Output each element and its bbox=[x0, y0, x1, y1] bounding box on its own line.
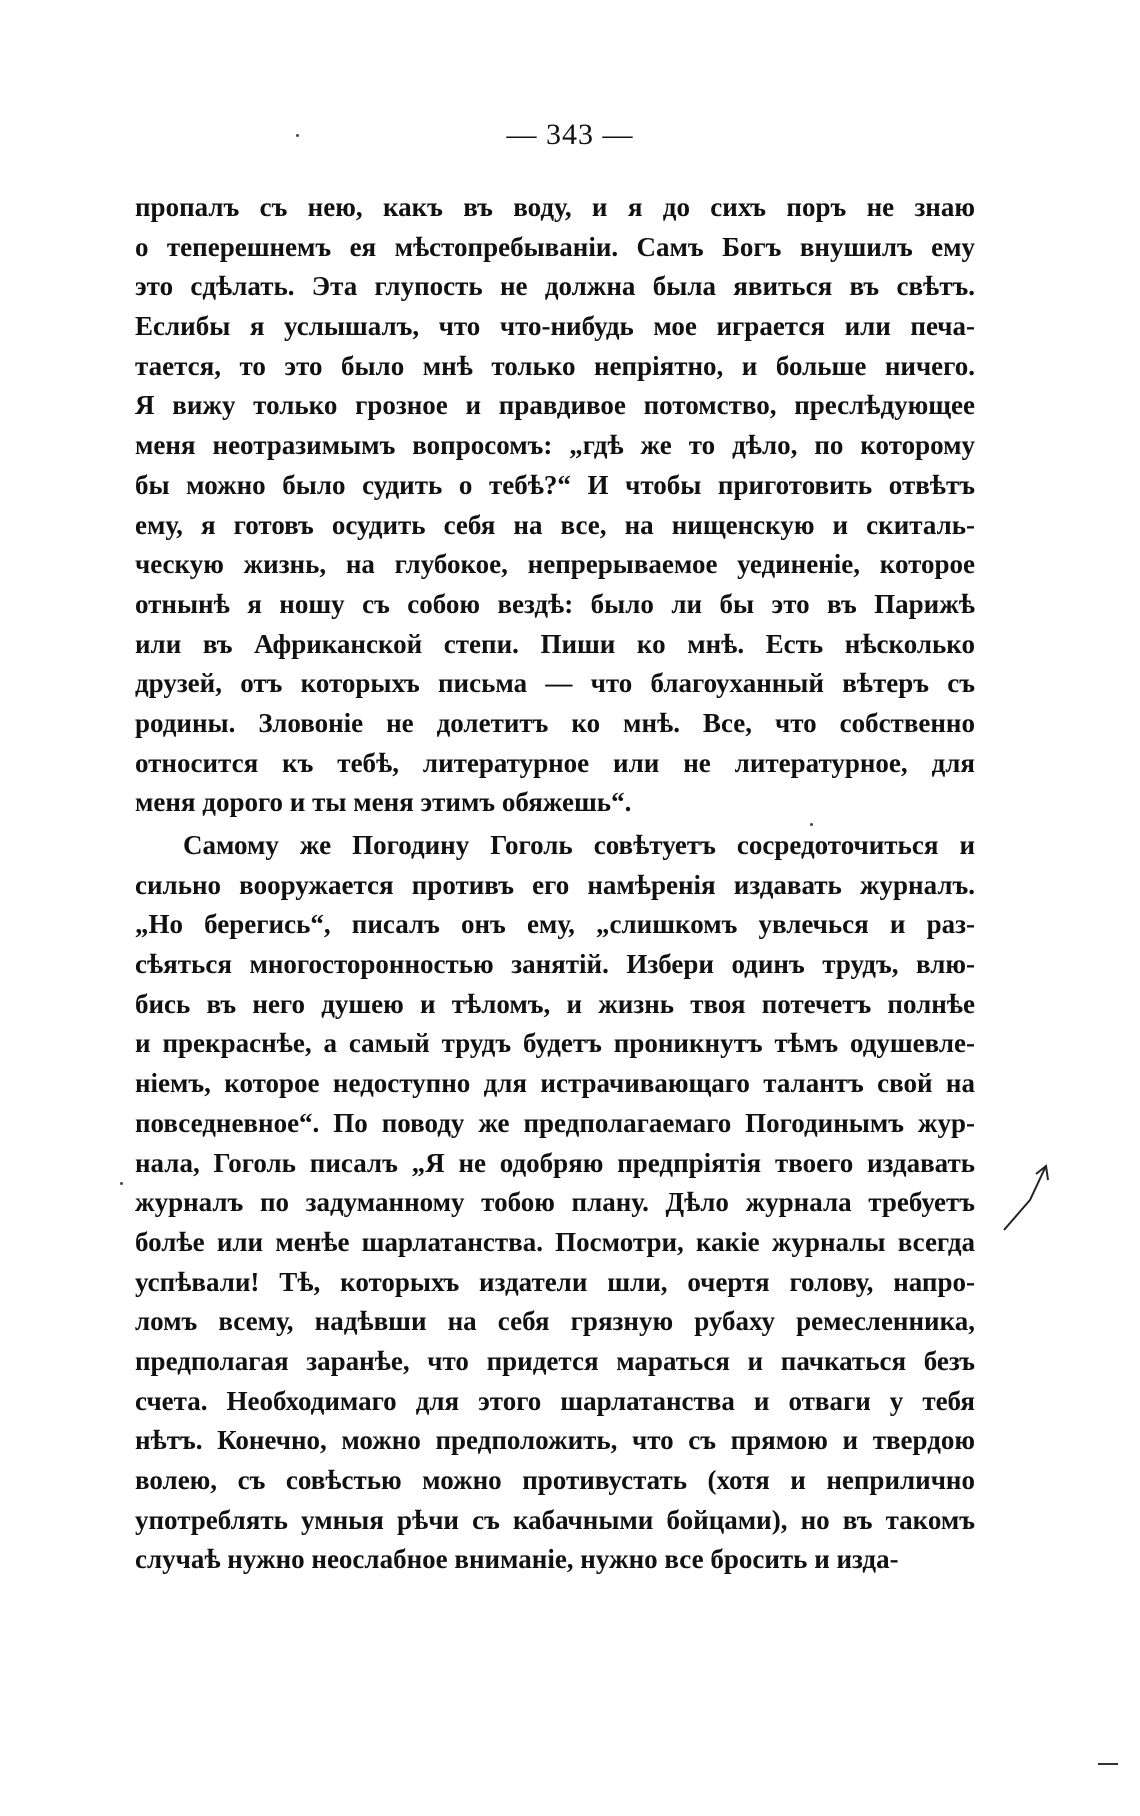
text-line: журналъ по задуманному тобою плану. Дѣло журнала требуетъ bbox=[135, 1187, 975, 1218]
text-line: предполагая заранѣе, что придется мараться и пачкаться безъ bbox=[135, 1345, 975, 1376]
text-line: Самому же Погодину Гоголь совѣтуетъ сосредоточиться и bbox=[183, 830, 975, 860]
text-line: волею, съ совѣстью можно противустать (хотя и неприлично bbox=[135, 1465, 975, 1495]
text-line: сильно вооружается противъ его намѣренія издавать журналъ. bbox=[135, 869, 975, 900]
text-line: нала, Гоголь писалъ „Я не одобряю предпріятія твоего издавать bbox=[135, 1147, 975, 1178]
text-line: ніемъ, которое недоступно для истрачивающаго талантъ свой на bbox=[135, 1068, 975, 1099]
text-line: отнынѣ я ношу съ собою вездѣ: было ли бы это въ Парижѣ bbox=[135, 588, 975, 619]
pencil-margin-mark bbox=[1000, 1160, 1060, 1240]
text-line: сѣяться многосторонностью занятій. Избери одинъ трудъ, влю- bbox=[135, 949, 975, 980]
text-line: ческую жизнь, на глубокое, непрерываемое уединеніе, которое bbox=[135, 549, 975, 580]
text-line: бы можно было судить о тебѣ?“ И чтобы приготовить отвѣтъ bbox=[135, 469, 975, 500]
text-line: это сдѣлать. Эта глупость не должна была явиться въ свѣтъ. bbox=[135, 271, 975, 302]
text-line: и прекраснѣе, а самый трудъ будетъ проникнутъ тѣмъ одушевле- bbox=[135, 1028, 975, 1059]
text-line: родины. Зловоніе не долетитъ ко мнѣ. Все, что собственно bbox=[135, 707, 975, 738]
text-line: успѣвали! Тѣ, которыхъ издатели шли, очертя голову, напро- bbox=[135, 1266, 975, 1297]
speck bbox=[296, 134, 299, 137]
text-line: или въ Африканской степи. Пиши ко мнѣ. Есть нѣсколько bbox=[135, 628, 975, 659]
paragraph-1 bbox=[135, 188, 975, 823]
text-line: относится къ тебѣ, литературное или не литературное, для bbox=[135, 747, 975, 778]
text-line: болѣе или менѣе шарлатанства. Посмотри, какіе журналы всегда bbox=[135, 1226, 975, 1257]
text-line: повседневное“. По поводу же предполагаемаго Погодинымъ жур- bbox=[135, 1107, 975, 1138]
text-line: случаѣ нужно неослабное вниманіе, нужно все бросить и изда- bbox=[135, 1544, 899, 1575]
text-line: друзей, отъ которыхъ письма — что благоуханный вѣтеръ съ bbox=[135, 668, 975, 699]
text-line: употреблять умныя рѣчи съ кабачными бойцами), но въ такомъ bbox=[135, 1504, 975, 1535]
speck bbox=[120, 1182, 123, 1185]
speck bbox=[810, 823, 813, 826]
text-line: счета. Необходимаго для этого шарлатанства и отваги у тебя bbox=[135, 1385, 975, 1416]
text-line: „Но берегись“, писалъ онъ ему, „слишкомъ увлечься и раз- bbox=[135, 909, 975, 940]
text-line: Я вижу только грозное и правдивое потомство, преслѣдующее bbox=[135, 390, 975, 421]
paragraph-2 bbox=[135, 826, 975, 1580]
text-line: меня неотразимымъ вопросомъ: „гдѣ же то дѣло, по которому bbox=[135, 430, 975, 461]
text-line: Еслибы я услышалъ, что что-нибудь мое играется или печа- bbox=[135, 311, 975, 342]
text-line: бись въ него душею и тѣломъ, и жизнь твоя потечетъ полнѣе bbox=[135, 988, 975, 1019]
text-line: ему, я готовъ осудить себя на все, на нищенскую и скиталь- bbox=[135, 509, 975, 540]
text-line: нѣтъ. Конечно, можно предположить, что съ прямою и твердою bbox=[135, 1425, 975, 1456]
page-number: — 343 — bbox=[506, 118, 634, 151]
text-line: о теперешнемъ ея мѣстопребываніи. Самъ Богъ внушилъ ему bbox=[135, 231, 975, 262]
text-line: меня дорого и ты меня этимъ обяжешь“. bbox=[135, 787, 632, 818]
text-line: тается, то это было мнѣ только непріятно, и больше ничего. bbox=[135, 350, 975, 381]
text-line: ломъ всему, надѣвши на себя грязную рубаху ремесленника, bbox=[135, 1306, 975, 1337]
text-line: пропалъ съ нею, какъ въ воду, и я до сихъ поръ не знаю bbox=[135, 192, 975, 222]
edge-dash-mark bbox=[1098, 1763, 1118, 1765]
